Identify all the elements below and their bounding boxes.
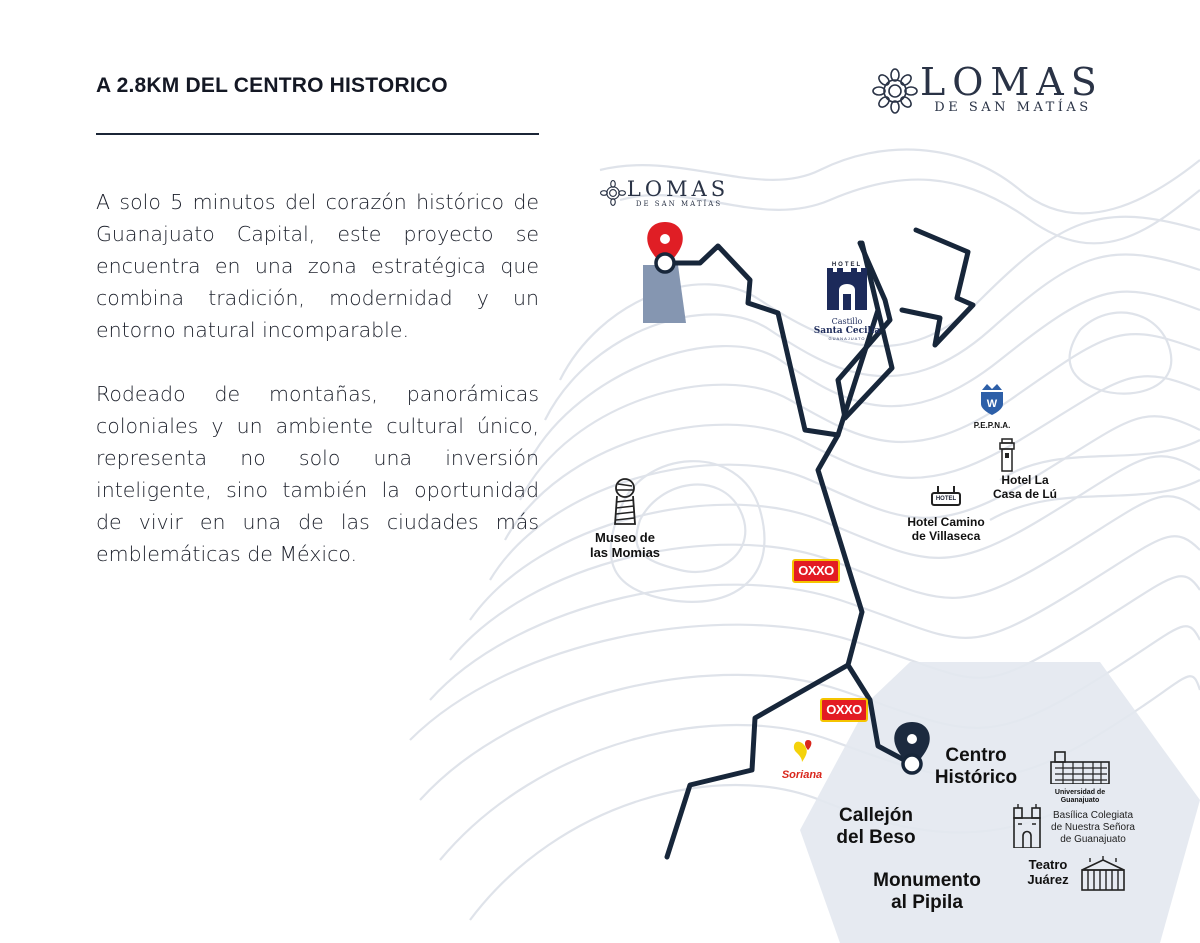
oxxo-store-2: OXXO (820, 698, 868, 722)
soriana-marker (780, 738, 824, 781)
hotel-castillo-name-1: Castillo (831, 317, 863, 326)
museo-line-1: Museo de (595, 530, 655, 545)
callejon-line-1: Callejón (839, 805, 913, 826)
basilica-line-3: de Guanajuato (1060, 834, 1126, 845)
teatro-line-1: Teatro (1028, 857, 1068, 872)
centro-line-2: Histórico (934, 766, 1018, 788)
monumento-label (850, 870, 1004, 914)
museo-momias-marker (580, 478, 670, 561)
hotel-camino-sign-text: HOTEL (931, 492, 961, 506)
far-east-road (902, 230, 973, 345)
universidad-marker (1040, 750, 1120, 805)
teatro-label (1018, 858, 1078, 888)
page-heading: A 2.8KM DEL CENTRO HISTORICO (96, 74, 448, 97)
teatro-line-2: Juárez (1027, 871, 1069, 887)
hotel-sign-icon (931, 486, 961, 506)
brand-name: LOMAS (920, 60, 1104, 104)
castle-icon (823, 268, 871, 312)
hotel-casa-lu-line-1: Hotel La (1001, 473, 1049, 487)
map-brand-logo (600, 178, 730, 208)
pepna-label: P.E.P.N.A. (973, 421, 1011, 430)
building-icon (1049, 750, 1111, 784)
intro-paragraph: A solo 5 minutos del corazón histórico de Guanajuato Capital, este proyecto se encuentra en una zona estratégica que combina tradición, modernidad y un entorno natural incomparable. (96, 190, 539, 342)
basilica-line-1: Basílica Colegiata (1052, 810, 1134, 821)
basilica-line-2: de Nuestra Señora (1051, 822, 1135, 833)
universidad-line-1: Universidad de (1054, 789, 1106, 796)
mummy-icon (607, 478, 643, 526)
hotel-casa-lu-marker (990, 437, 1060, 502)
hotel-castillo-city: GUANAJUATO (828, 336, 866, 341)
monumento-line-2: al Pipila (891, 891, 963, 913)
hotel-camino-marker (896, 486, 996, 544)
centro-line-1: Centro (945, 745, 1007, 766)
map-brand-name: LOMAS (626, 177, 730, 201)
house-icon (998, 437, 1020, 473)
callejon-label (824, 805, 928, 849)
soriana-label: Soriana (781, 769, 823, 781)
theater-icon (1080, 856, 1126, 892)
hotel-camino-line-1: Hotel Camino (907, 515, 985, 529)
hotel-camino-line-2: de Villaseca (911, 528, 981, 543)
hotel-casa-lu-line-2: Casa de Lú (992, 486, 1058, 501)
svg-text:W: W (986, 398, 998, 410)
oxxo-store-1: OXXO (792, 559, 840, 583)
description-paragraph: Rodeado de montañas, panorámicas coloniales y un ambiente cultural único, representa no solo una inversión inteligente, sino también la oportunidad de vivir en una de las ciudades más emblemáticas de México. (96, 382, 539, 566)
callejon-line-2: del Beso (836, 826, 916, 848)
centro-historico-label (924, 745, 1028, 789)
soriana-icon (788, 738, 816, 764)
hotel-castillo-name-2: Santa Cecilia (813, 326, 881, 336)
pepna-marker (962, 382, 1022, 430)
pepna-crest-icon (977, 382, 1007, 416)
monumento-line-1: Monumento (873, 870, 981, 891)
hotel-castillo-hotel-text: HOTEL (831, 262, 863, 268)
hotel-castillo-marker (812, 262, 882, 341)
universidad-line-2: Guanajuato (1060, 797, 1100, 805)
basilica-label (1044, 810, 1142, 846)
map-brand-subtitle: DE SAN MATÍAS (635, 200, 723, 208)
museo-line-2: las Momias (589, 544, 661, 560)
brand-subtitle: DE SAN MATÍAS (934, 100, 1092, 115)
church-icon (1010, 804, 1044, 848)
